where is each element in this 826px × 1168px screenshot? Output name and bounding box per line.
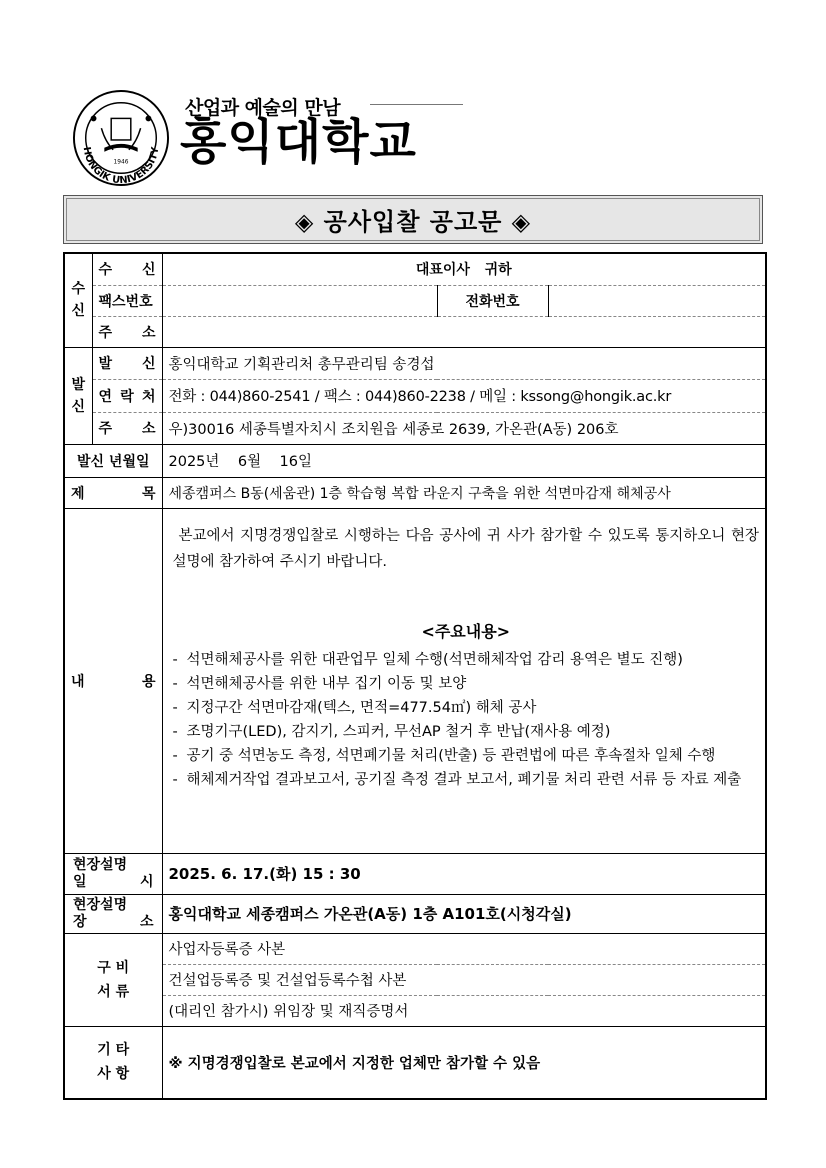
- sender-row-contact: [64, 379, 766, 412]
- seal-text: HONGIK UNIVERSITY: [80, 146, 162, 187]
- recipient-row-address: [64, 316, 766, 347]
- slogan-divider: [370, 104, 463, 105]
- contact-label: 연 락 처: [92, 379, 162, 412]
- university-name: 홍익대학교: [180, 114, 417, 170]
- content-heading: <주요내용>: [421, 621, 511, 641]
- sender-row-name: [64, 347, 766, 379]
- list-item: - 석면해체공사를 위한 대관업무 일체 수행(석면해체작업 감리 용역은 별도 진행): [173, 648, 760, 672]
- recipient-row-fax: [64, 285, 766, 316]
- documents-item: 사업자등록증 사본: [162, 933, 766, 964]
- briefing-time-label: 현장설명 일 시: [64, 853, 162, 894]
- phone-label: 전화번호: [437, 285, 548, 316]
- list-item: - 지정구간 석면마감재(텍스, 면적=477.54㎡) 해체 공사: [173, 696, 760, 720]
- documents-item: (대리인 참가시) 위임장 및 재직증명서: [162, 995, 766, 1026]
- content-item-list: [173, 648, 760, 792]
- briefing-place-value: 홍익대학교 세종캠퍼스 가온관(A동) 1층 A101호(시청각실): [162, 894, 766, 933]
- list-item: - 해체제거작업 결과보고서, 공기질 측정 결과 보고서, 폐기물 처리 관련 서류 등 자료 제출: [173, 768, 760, 792]
- slogan: 산업과 예술의 만남: [185, 97, 341, 119]
- send-date-value: 2025년 6월 16일: [162, 444, 766, 477]
- documents-label: 구 비 서 류: [64, 933, 162, 1026]
- fax-label: 팩스번호: [92, 285, 162, 316]
- send-date-row: [64, 444, 766, 477]
- briefing-place-label: 현장설명 장 소: [64, 894, 162, 933]
- content-body: [162, 508, 766, 853]
- recipient-label: 수 신: [92, 253, 162, 285]
- recipient-address-value: [162, 316, 766, 347]
- documents-row-2: [64, 964, 766, 995]
- etc-row: [64, 1026, 766, 1099]
- list-item: - 석면해체공사를 위한 내부 집기 이동 및 보양: [173, 672, 760, 696]
- documents-row-3: [64, 995, 766, 1026]
- etc-value: ※ 지명경쟁입찰로 본교에서 지정한 업체만 참가할 수 있음: [162, 1026, 766, 1099]
- send-date-label: 발신 년월일: [64, 444, 162, 477]
- briefing-place-row: [64, 894, 766, 933]
- recipient-row-name: [64, 253, 766, 285]
- sender-label: 발 신: [92, 347, 162, 379]
- briefing-time-row: [64, 853, 766, 894]
- documents-item: 건설업등록증 및 건설업등록수첩 사본: [162, 964, 766, 995]
- briefing-time-value: 2025. 6. 17.(화) 15 : 30: [162, 853, 766, 894]
- phone-value: [548, 285, 766, 316]
- documents-row-1: [64, 933, 766, 964]
- sender-address-value: 우)30016 세종특별자치시 조치원읍 세종로 2639, 가온관(A동) 206호: [162, 412, 766, 444]
- sender-address-label: 주 소: [92, 412, 162, 444]
- content-label: 내 용: [64, 508, 162, 853]
- list-item: - 조명기구(LED), 감지기, 스피커, 무선AP 철거 후 반납(재사용 예정): [173, 720, 760, 744]
- content-row: [64, 508, 766, 853]
- recipient-group-label: 수신: [64, 253, 92, 347]
- subject-value: 세종캠퍼스 B동(세움관) 1층 학습형 복합 라운지 구축을 위한 석면마감재 해체공사: [162, 477, 766, 508]
- sender-value: 홍익대학교 기획관리처 총무관리팀 송경섭: [162, 347, 766, 379]
- content-intro: 본교에서 지명경쟁입찰로 시행하는 다음 공사에 귀 사가 참가할 수 있도록 통지하오니 현장설명에 참가하여 주시기 바랍니다.: [172, 527, 760, 570]
- document-title: ◈ 공사입찰 공고문 ◈: [63, 195, 763, 244]
- contact-value: 전화 : 044)860-2541 / 팩스 : 044)860-2238 / 메일 : kssong@hongik.ac.kr: [162, 379, 766, 412]
- sender-row-address: [64, 412, 766, 444]
- etc-label: 기 타 사 항: [64, 1026, 162, 1099]
- subject-row: [64, 477, 766, 508]
- sender-group-label: 발신: [64, 347, 92, 444]
- university-seal-logo: [72, 89, 170, 187]
- subject-label: 제 목: [64, 477, 162, 508]
- fax-value: [162, 285, 437, 316]
- seal-year: 1946: [113, 159, 129, 166]
- recipient-address-label: 주 소: [92, 316, 162, 347]
- notice-table: [63, 252, 767, 1100]
- recipient-value: 대표이사 귀하: [162, 253, 766, 285]
- list-item: - 공기 중 석면농도 측정, 석면폐기물 처리(반출) 등 관련법에 따른 후속절차 일체 수행: [173, 744, 760, 768]
